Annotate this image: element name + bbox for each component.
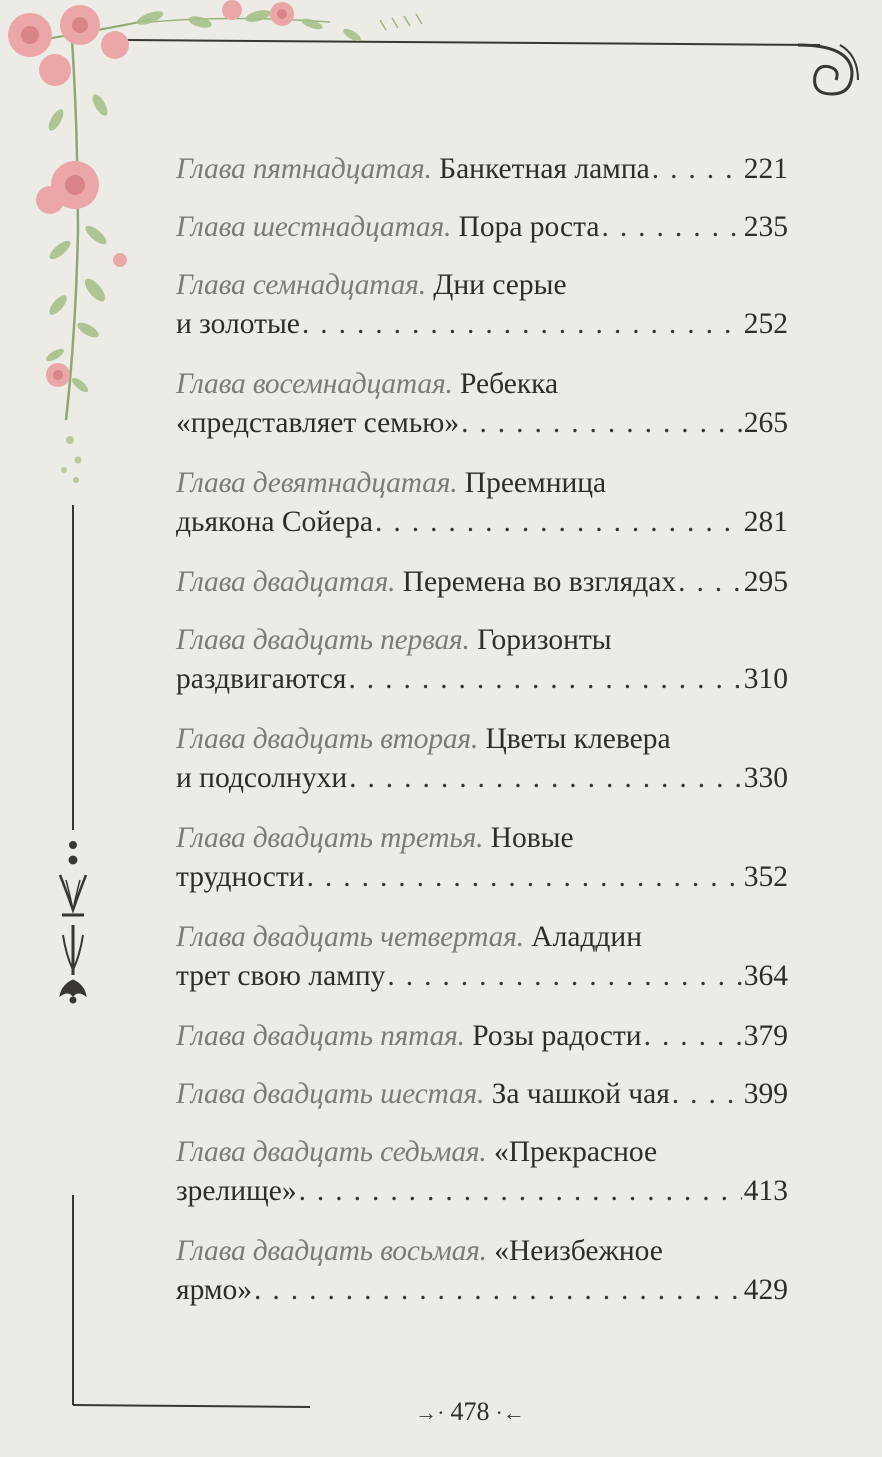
chapter-title: «Прекрасное: [493, 1136, 658, 1168]
page-number: 221: [743, 153, 788, 185]
page-number: 364: [743, 960, 788, 992]
chapter-number: Глава двадцать шестая.: [176, 1078, 485, 1110]
chapter-title: Перемена во взглядах: [402, 566, 677, 598]
scroll-ornament-icon: [798, 45, 858, 94]
chapter-number: Глава двадцать пятая.: [176, 1020, 465, 1052]
chapter-title-continued: ярмо»: [176, 1274, 253, 1306]
dot-leader: [254, 1271, 742, 1310]
chapter-number: Глава двадцать четвертая.: [176, 921, 524, 953]
toc-entry: [176, 208, 788, 247]
toc-entry: [176, 1232, 788, 1310]
page-number: 295: [743, 566, 788, 598]
dot-leader: [678, 563, 742, 602]
toc-entry: [176, 365, 788, 443]
page-number: 352: [743, 861, 788, 893]
dot-leader: [461, 404, 742, 443]
dot-leader: [387, 957, 741, 996]
chapter-title: Пора роста: [458, 211, 600, 243]
fleuron-ornament-icon: [60, 842, 86, 1004]
chapter-title-continued: и золотые: [176, 308, 300, 340]
chapter-title-continued: раздвигаются: [176, 663, 347, 695]
page-number: 235: [743, 211, 788, 243]
page-number: 252: [743, 308, 788, 340]
footer-ornament-right-icon: ·←: [495, 1400, 525, 1425]
page-number: 310: [743, 663, 788, 695]
chapter-number: Глава пятнадцатая.: [176, 153, 432, 185]
dot-leader: [307, 858, 742, 897]
toc-entry: [176, 1133, 788, 1211]
footer-page-number: 478: [450, 1397, 490, 1426]
toc-entry: [176, 1017, 788, 1056]
page-number: 413: [743, 1175, 788, 1207]
chapter-number: Глава девятнадцатая.: [176, 467, 458, 499]
chapter-title-continued: «представляет семью»: [176, 407, 460, 439]
chapter-title-continued: трет свою лампу: [176, 960, 386, 992]
page-footer: [0, 1397, 882, 1427]
dot-leader: [302, 305, 742, 344]
chapter-title: Аладдин: [531, 921, 643, 953]
chapter-title-continued: и подсолнухи: [176, 762, 348, 794]
chapter-number: Глава шестнадцатая.: [176, 211, 452, 243]
toc-entry: [176, 621, 788, 699]
chapter-title: За чашкой чая: [491, 1078, 670, 1110]
dot-leader: [299, 1172, 742, 1211]
chapter-number: Глава двадцать третья.: [176, 822, 484, 854]
page-number: 281: [743, 506, 788, 538]
chapter-number: Глава двадцать первая.: [176, 624, 470, 656]
table-of-contents: [176, 150, 788, 1331]
chapter-title: Дни серые: [433, 269, 567, 301]
chapter-number: Глава двадцатая.: [176, 566, 396, 598]
chapter-title: Цветы клевера: [485, 723, 671, 755]
chapter-number: Глава семнадцатая.: [176, 269, 426, 301]
dot-leader: [375, 503, 742, 542]
page-number: 330: [743, 762, 788, 794]
toc-entry: [176, 563, 788, 602]
chapter-title: Ребекка: [460, 368, 559, 400]
page-number: 399: [743, 1078, 788, 1110]
dot-leader: [349, 759, 742, 798]
chapter-number: Глава двадцать вторая.: [176, 723, 479, 755]
page-number: 429: [743, 1274, 788, 1306]
toc-entry: [176, 720, 788, 798]
dot-leader: [644, 1017, 742, 1056]
dot-leader: [652, 150, 742, 189]
chapter-title: Банкетная лампа: [439, 153, 650, 185]
chapter-title: Преемница: [464, 467, 607, 499]
dot-leader: [348, 660, 741, 699]
chapter-title: «Неизбежное: [494, 1235, 663, 1267]
chapter-number: Глава восемнадцатая.: [176, 368, 453, 400]
footer-ornament-left-icon: →·: [415, 1400, 445, 1425]
page-number: 379: [743, 1020, 788, 1052]
chapter-number: Глава двадцать седьмая.: [176, 1136, 487, 1168]
toc-entry: [176, 266, 788, 344]
page-number: 265: [743, 407, 788, 439]
toc-entry: [176, 918, 788, 996]
chapter-title-continued: зрелище»: [176, 1175, 297, 1207]
chapter-title-continued: дьякона Сойера: [176, 506, 374, 538]
chapter-number: Глава двадцать восьмая.: [176, 1235, 487, 1267]
dot-leader: [601, 208, 741, 247]
dot-leader: [672, 1075, 742, 1114]
chapter-title: Розы радости: [472, 1020, 642, 1052]
chapter-title: Горизонты: [477, 624, 612, 656]
chapter-title: Новые: [490, 822, 574, 854]
toc-entry: [176, 1075, 788, 1114]
toc-entry: [176, 819, 788, 897]
toc-entry: [176, 464, 788, 542]
chapter-title-continued: трудности: [176, 861, 305, 893]
toc-entry: [176, 150, 788, 189]
